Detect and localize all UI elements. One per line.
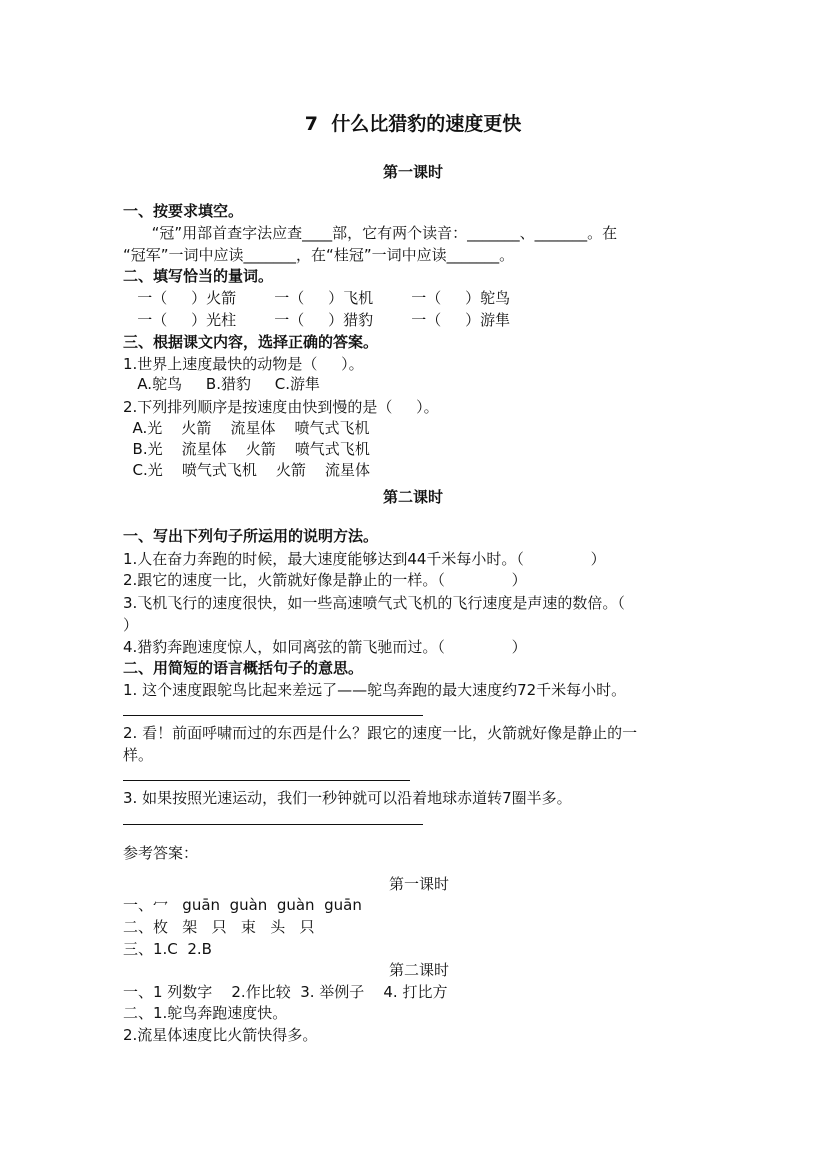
question-text: 3. 如果按照光速运动，我们一秒钟就可以沿着地球赤道转7圈半多。 [123,789,572,807]
section-heading: 三、根据课文内容，选择正确的答案。 [123,333,379,351]
question-text: ） [123,616,139,634]
answer-options: A.鸵鸟 B.猎豹 C.游隼 [123,375,321,393]
question-text: 1. 这个速度跟鸵鸟比起来差远了——鸵鸟奔跑的最大速度约72千米每小时。 [123,681,627,699]
section-heading: 一、按要求填空。 [123,202,244,220]
question-text: 一（ ）火箭 一（ ）飞机 一（ ）鸵鸟 [123,289,511,307]
answer-text: 一、1 列数字 2.作比较 3. 举例子 4. 打比方 [123,983,448,1001]
question-text: 2.下列排列顺序是按速度由快到慢的是（ ）。 [123,398,439,416]
question-text: 2. 看！前面呼啸而过的东西是什么？跟它的速度一比，火箭就好像是静止的一 [123,724,638,742]
question-text: 1.世界上速度最快的动物是（ ）。 [123,355,364,373]
answer-text: 二、枚 架 只 束 头 只 [123,918,315,936]
question-text: 一（ ）光柱 一（ ）猎豹 一（ ）游隼 [123,311,511,329]
answer-option: B.光 流星体 火箭 喷气式飞机 [123,440,370,458]
answers-lesson1-heading: 第一课时 [389,875,450,893]
question-text: 1.人在奋力奔跑的时候，最大速度能够达到44千米每小时。（ ） [123,550,606,568]
section-heading: 一、写出下列句子所运用的说明方法。 [123,527,379,545]
answer-line [123,780,410,781]
answers-lesson2-heading: 第二课时 [389,961,450,979]
answer-line [123,824,423,825]
section-heading: 二、用简短的语言概括句子的意思。 [123,659,364,677]
answers-heading: 参考答案： [123,844,199,862]
lesson2-heading: 第二课时 [382,488,443,506]
page-title: 7 什么比猎豹的速度更快 [304,113,522,135]
question-text: 4.猎豹奔跑速度惊人，如同离弦的箭飞驰而过。（ ） [123,638,527,656]
question-text: “冠”用部首查字法应查____部，它有两个读音：_______、_______。在 [123,224,618,242]
answer-text: 一、冖 guān guàn guàn guān [123,896,362,914]
answer-option: C.光 喷气式飞机 火箭 流星体 [123,461,370,479]
question-text: 3.飞机飞行的速度很快，如一些高速喷气式飞机的飞行速度是声速的数倍。（ [123,594,625,612]
answer-line [123,715,423,716]
answer-text: 三、1.C 2.B [123,940,212,958]
lesson1-heading: 第一课时 [382,163,443,181]
answer-text: 2.流星体速度比火箭快得多。 [123,1026,318,1044]
section-heading: 二、填写恰当的量词。 [123,267,274,285]
answer-text: 二、1.鸵鸟奔跑速度快。 [123,1004,288,1022]
question-text: 样。 [123,746,154,764]
question-text: “冠军”一词中应读_______，在“桂冠”一词中应读_______。 [123,246,515,264]
question-text: 2.跟它的速度一比，火箭就好像是静止的一样。（ ） [123,571,527,589]
answer-option: A.光 火箭 流星体 喷气式飞机 [123,419,370,437]
